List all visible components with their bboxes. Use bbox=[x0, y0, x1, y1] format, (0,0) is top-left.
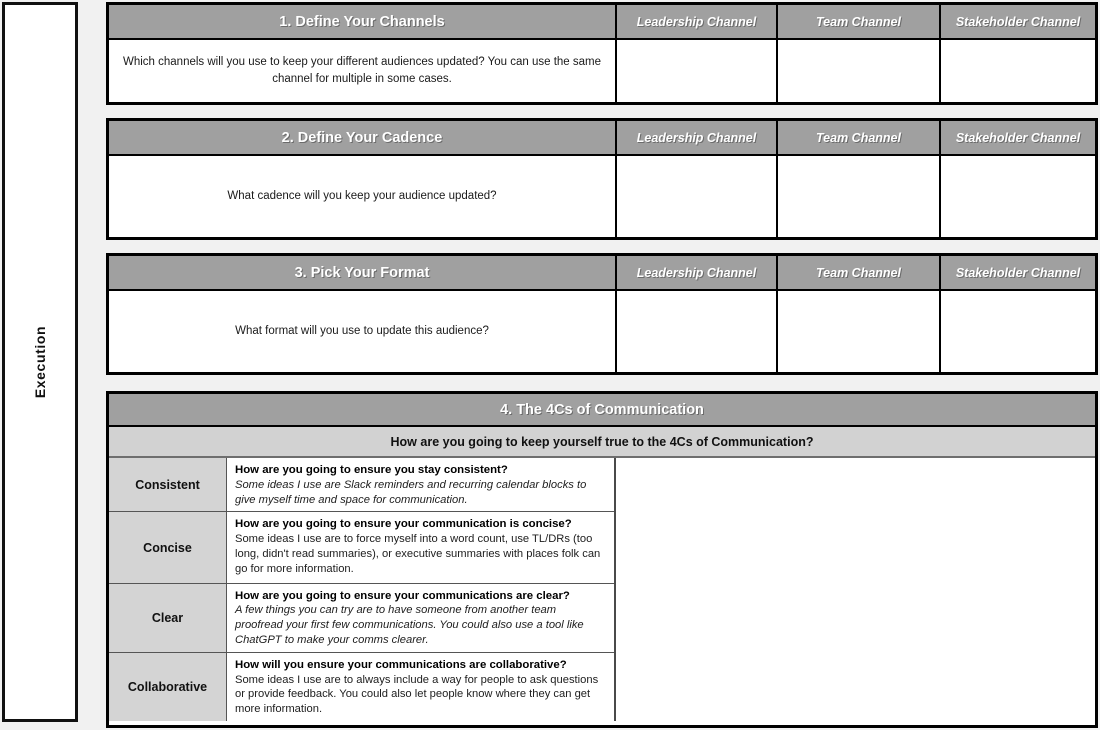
four-cs-row-concise bbox=[109, 512, 614, 583]
phase-label: Execution bbox=[32, 325, 48, 399]
section-1-title: 1. Define Your Channels bbox=[279, 13, 445, 30]
four-cs-example-collaborative: Some ideas I use are to always include a way for people to ask questions or provide feedback. You could also let people know where they can get more information. bbox=[235, 673, 599, 716]
section-3-column-header-leadership: Leadership Channel bbox=[615, 256, 776, 289]
section-four-cs-of-communication bbox=[106, 391, 1098, 728]
section-1-column-header-team: Team Channel bbox=[776, 5, 939, 38]
section-4-subtitle: How are you going to keep yourself true to the 4Cs of Communication? bbox=[109, 427, 1095, 458]
section-1-answer-leadership[interactable] bbox=[615, 40, 776, 102]
four-cs-label-consistent: Consistent bbox=[109, 458, 227, 511]
four-cs-row-collaborative bbox=[109, 653, 614, 721]
four-cs-example-concise: Some ideas I use are to force myself into a word count, use TL/DRs (too long, didn't read summaries), or executive summaries with places folk can go for more information. bbox=[235, 533, 601, 575]
four-cs-label-concise: Concise bbox=[109, 512, 227, 582]
section-define-your-cadence bbox=[106, 118, 1098, 240]
section-3-answer-leadership[interactable] bbox=[615, 291, 776, 372]
four-cs-row-clear bbox=[109, 584, 614, 653]
four-cs-label-collaborative: Collaborative bbox=[109, 653, 227, 721]
four-cs-text-clear bbox=[227, 584, 614, 652]
four-cs-question-collaborative: How will you ensure your communications are collaborative? bbox=[235, 658, 567, 671]
section-2-answer-team[interactable] bbox=[776, 156, 939, 237]
four-cs-label-clear: Clear bbox=[109, 584, 227, 652]
section-3-prompt: What format will you use to update this audience? bbox=[235, 325, 489, 338]
four-cs-question-clear: How are you going to ensure your communications are clear? bbox=[235, 589, 570, 602]
section-4-title: 4. The 4Cs of Communication bbox=[109, 394, 1095, 427]
four-cs-row-consistent bbox=[109, 458, 614, 512]
four-cs-question-concise: How are you going to ensure your communication is concise? bbox=[235, 518, 572, 531]
section-1-column-header-leadership: Leadership Channel bbox=[615, 5, 776, 38]
section-2-title: 2. Define Your Cadence bbox=[281, 129, 443, 146]
section-2-answer-leadership[interactable] bbox=[615, 156, 776, 237]
section-3-answer-stakeholder[interactable] bbox=[939, 291, 1095, 372]
four-cs-answer-area[interactable] bbox=[614, 458, 1095, 721]
section-1-answer-team[interactable] bbox=[776, 40, 939, 102]
section-1-column-header-stakeholder: Stakeholder Channel bbox=[939, 5, 1095, 38]
section-2-column-header-team: Team Channel bbox=[776, 121, 939, 154]
four-cs-text-collaborative bbox=[227, 653, 614, 721]
section-3-body-row bbox=[109, 291, 1095, 372]
phase-column-execution bbox=[2, 2, 78, 722]
section-define-your-channels bbox=[106, 2, 1098, 105]
four-cs-example-consistent: Some ideas I use are Slack reminders and recurring calendar blocks to give myself time and space for communication. bbox=[235, 478, 587, 506]
four-cs-question-consistent: How are you going to ensure you stay consistent? bbox=[235, 464, 508, 476]
section-3-column-header-stakeholder: Stakeholder Channel bbox=[939, 256, 1095, 289]
four-cs-text-concise bbox=[227, 512, 614, 582]
section-1-answer-stakeholder[interactable] bbox=[939, 40, 1095, 102]
section-3-header-row bbox=[109, 256, 1095, 291]
section-1-body-row bbox=[109, 40, 1095, 102]
four-cs-example-clear: A few things you can try are to have someone from another team proofread your first few communications. You could also use a tool like ChatGPT to make your comms clearer. bbox=[235, 604, 584, 647]
section-2-column-header-leadership: Leadership Channel bbox=[615, 121, 776, 154]
four-cs-text-consistent bbox=[227, 458, 614, 511]
section-2-column-header-stakeholder: Stakeholder Channel bbox=[939, 121, 1095, 154]
section-4-body bbox=[109, 458, 1095, 721]
section-2-prompt: What cadence will you keep your audience updated? bbox=[227, 190, 497, 203]
four-cs-rows bbox=[109, 458, 614, 721]
section-2-header-row bbox=[109, 121, 1095, 156]
section-3-title: 3. Pick Your Format bbox=[294, 264, 430, 281]
section-1-prompt: Which channels will you use to keep your different audiences updated? You can use the same channel for multiple in some cases. bbox=[123, 56, 601, 85]
section-1-header-row bbox=[109, 5, 1095, 40]
section-pick-your-format bbox=[106, 253, 1098, 375]
section-3-answer-team[interactable] bbox=[776, 291, 939, 372]
section-2-body-row bbox=[109, 156, 1095, 237]
section-2-answer-stakeholder[interactable] bbox=[939, 156, 1095, 237]
section-3-column-header-team: Team Channel bbox=[776, 256, 939, 289]
